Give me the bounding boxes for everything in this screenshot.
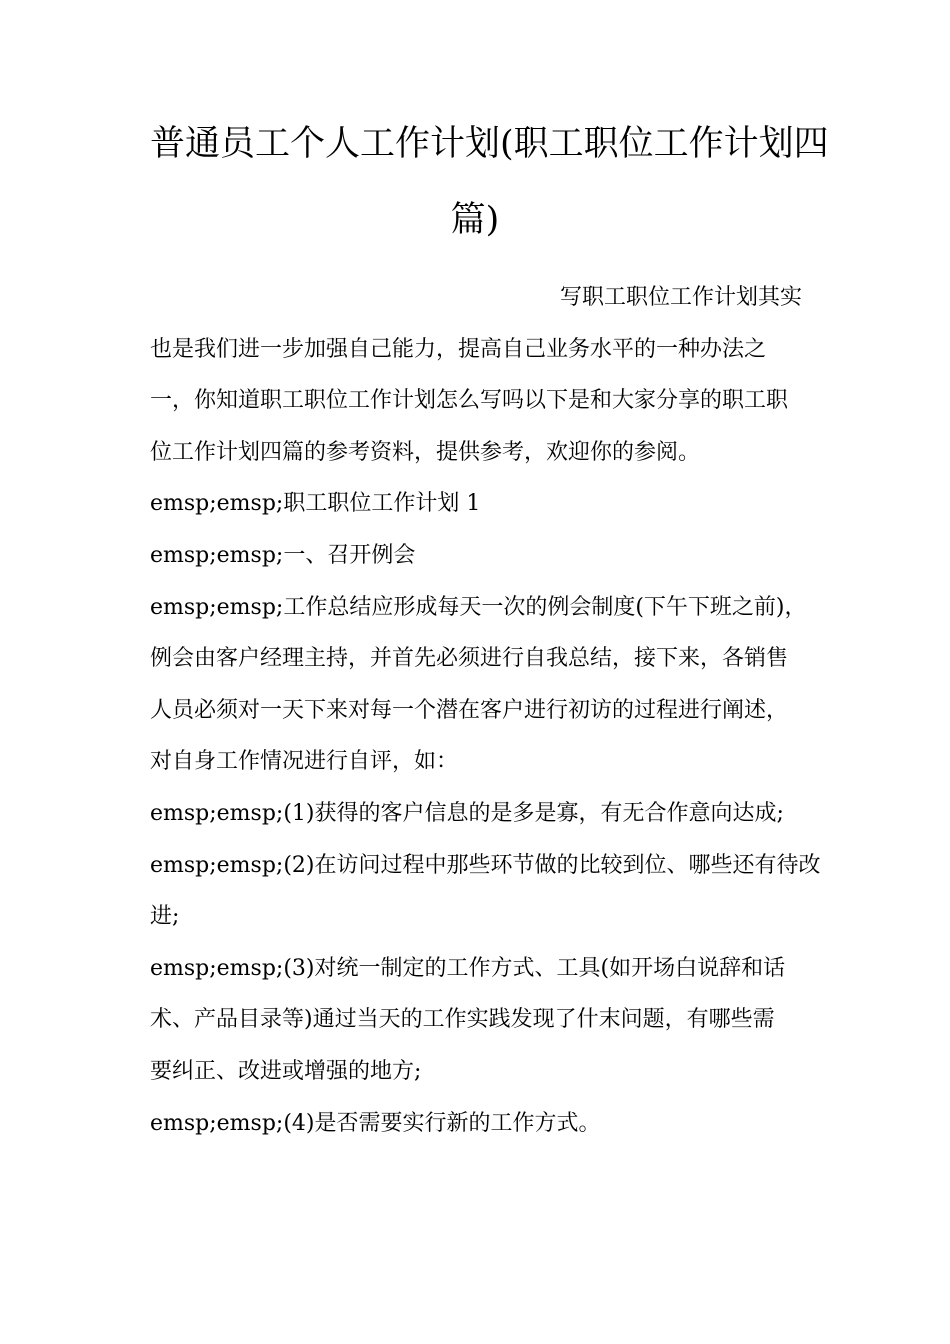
body-line: 例会由客户经理主持，并首先必须进行自我总结，接下来，各销售 <box>150 646 789 672</box>
body-line: 对自身工作情况进行自评，如： <box>150 749 459 775</box>
document-title-line-1: 普通员工个人工作计划(职工职位工作计划四 <box>150 124 829 164</box>
subheading: emsp;emsp;一、召开例会 <box>150 542 416 568</box>
list-item-4: emsp;emsp;(4)是否需要实行新的工作方式。 <box>150 1110 601 1136</box>
list-item-3-line: emsp;emsp;(3)对统一制定的工作方式、工具(如开场白说辞和话 <box>150 955 786 981</box>
intro-line: 也是我们进一步加强自己能力，提高自己业务水平的一种办法之 <box>150 336 767 362</box>
list-item-2-line: 进; <box>150 904 180 930</box>
body-line: emsp;emsp;工作总结应形成每天一次的例会制度(下午下班之前)， <box>150 594 807 620</box>
list-item-2-line: emsp;emsp;(2)在访问过程中那些环节做的比较到位、哪些还有待改 <box>150 852 821 878</box>
list-item-3-line: 要纠正、改进或增强的地方; <box>150 1058 422 1084</box>
intro-line: 一，你知道职工职位工作计划怎么写吗以下是和大家分享的职工职 <box>150 388 789 414</box>
list-item-3-line: 术、产品目录等)通过当天的工作实践发现了什末问题，有哪些需 <box>150 1007 775 1033</box>
intro-line: 写职工职位工作计划其实 <box>559 285 802 310</box>
document-title-line-2: 篇) <box>450 200 500 240</box>
body-line: 人员必须对一天下来对每一个潜在客户进行初访的过程进行阐述， <box>150 697 789 723</box>
section-heading: emsp;emsp;职工职位工作计划 1 <box>150 491 481 517</box>
list-item-1: emsp;emsp;(1)获得的客户信息的是多是寡，有无合作意向达成; <box>150 800 784 826</box>
document-body <box>150 272 821 1149</box>
intro-line: 位工作计划四篇的参考资料，提供参考，欢迎你的参阅。 <box>150 439 701 465</box>
